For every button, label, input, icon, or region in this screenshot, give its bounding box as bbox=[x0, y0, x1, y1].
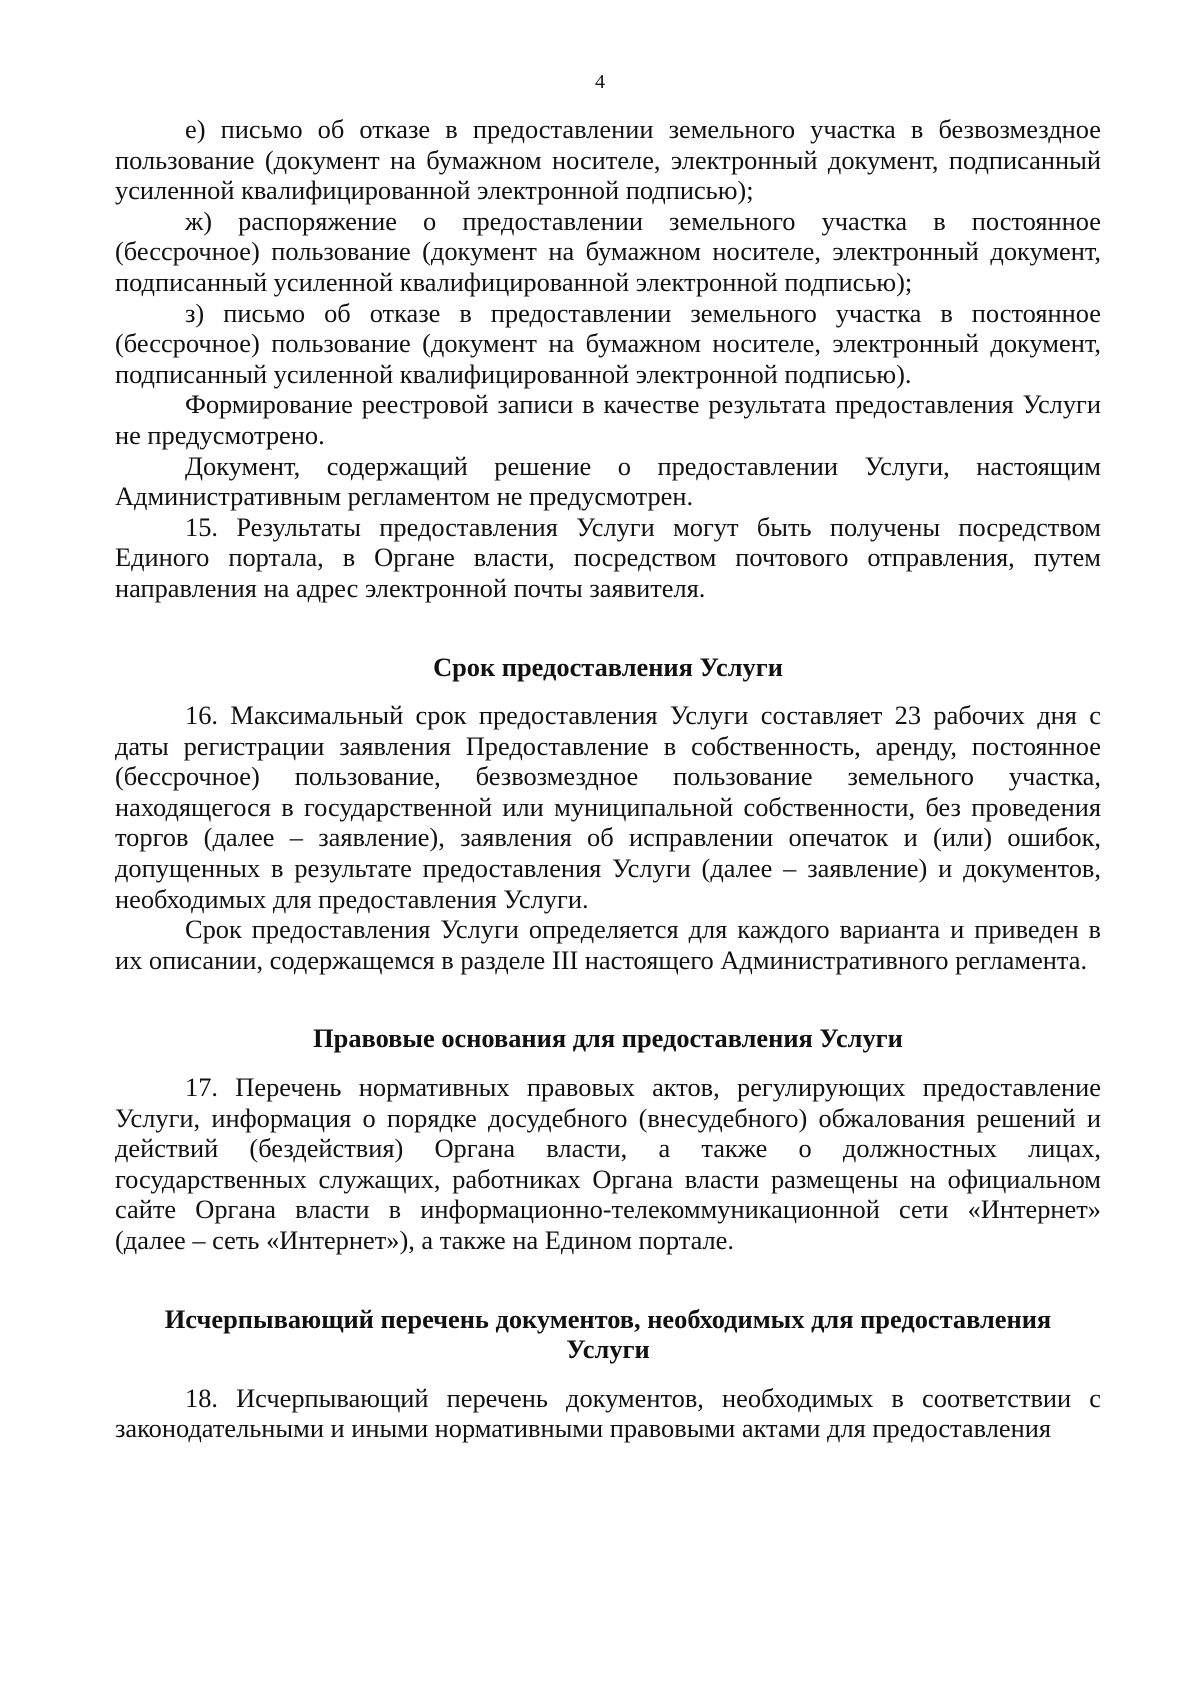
paragraph-item-zh: ж) распоряжение о предоставлении земельного участка в постоянное (бессрочное) пользование (документ на бумажном носителе, электронный документ, подписанный усиленной квалифицированной электронной подписью); bbox=[115, 205, 1101, 297]
paragraph-item-e: е) письмо об отказе в предоставлении земельного участка в безвозмездное пользование (документ на бумажном носителе, электронный документ, подписанный усиленной квалифицированной электронной подписью); bbox=[115, 114, 1101, 206]
document-body bbox=[115, 114, 1101, 1444]
paragraph-15: 15. Результаты предоставления Услуги могут быть получены посредством Единого портала, в Органе власти, посредством почтового отправления, путем направления на адрес электронной почты заявителя. bbox=[115, 511, 1101, 603]
paragraph-17: 17. Перечень нормативных правовых актов, регулирующих предоставление Услуги, информация о порядке досудебного (внесудебного) обжалования решений и действий (бездействия) Органа власти, а также о должностных лицах, государственных служащих, работниках Органа власти размещены на официальном сайте Органа власти в информационно-телекоммуникационной сети «Интернет» (далее – сеть «Интернет»), а также на Едином портале. bbox=[115, 1072, 1101, 1255]
page-number: 4 bbox=[595, 71, 605, 93]
paragraph-decision-document: Документ, содержащий решение о предоставлении Услуги, настоящим Административным регламентом не предусмотрен. bbox=[115, 450, 1101, 512]
paragraph-16: 16. Максимальный срок предоставления Услуги составляет 23 рабочих дня с даты регистрации заявления Предоставление в собственность, аренду, постоянное (бессрочное) пользование, безвозмездное пользование земельного участка, находящегося в государственной или муниципальной собственности, без проведения торгов (далее – заявление), заявления об исправлении опечаток и (или) ошибок, допущенных в результате предоставления Услуги (далее – заявление) и документов, необходимых для предоставления Услуги. bbox=[115, 700, 1101, 914]
paragraph-srok-variants: Срок предоставления Услуги определяется для каждого варианта и приведен в их описании, содержащемся в разделе III настоящего Административного регламента. bbox=[115, 914, 1101, 975]
section-heading-srok: Срок предоставления Услуги bbox=[433, 651, 783, 682]
section-heading-pravovye: Правовые основания для предоставления Услуги bbox=[313, 1023, 903, 1054]
paragraph-18: 18. Исчерпывающий перечень документов, необходимых в соответствии с законодательными и иными нормативными правовыми актами для предоставления bbox=[115, 1382, 1101, 1444]
section-heading-perechen: Исчерпывающий перечень документов, необходимых для предоставления Услуги bbox=[164, 1303, 1052, 1365]
paragraph-registry-record: Формирование реестровой записи в качестве результата предоставления Услуги не предусмотрено. bbox=[115, 389, 1101, 450]
paragraph-item-z: з) письмо об отказе в предоставлении земельного участка в постоянное (бессрочное) пользование (документ на бумажном носителе, электронный документ, подписанный усиленной квалифицированной электронной подписью). bbox=[115, 297, 1101, 389]
